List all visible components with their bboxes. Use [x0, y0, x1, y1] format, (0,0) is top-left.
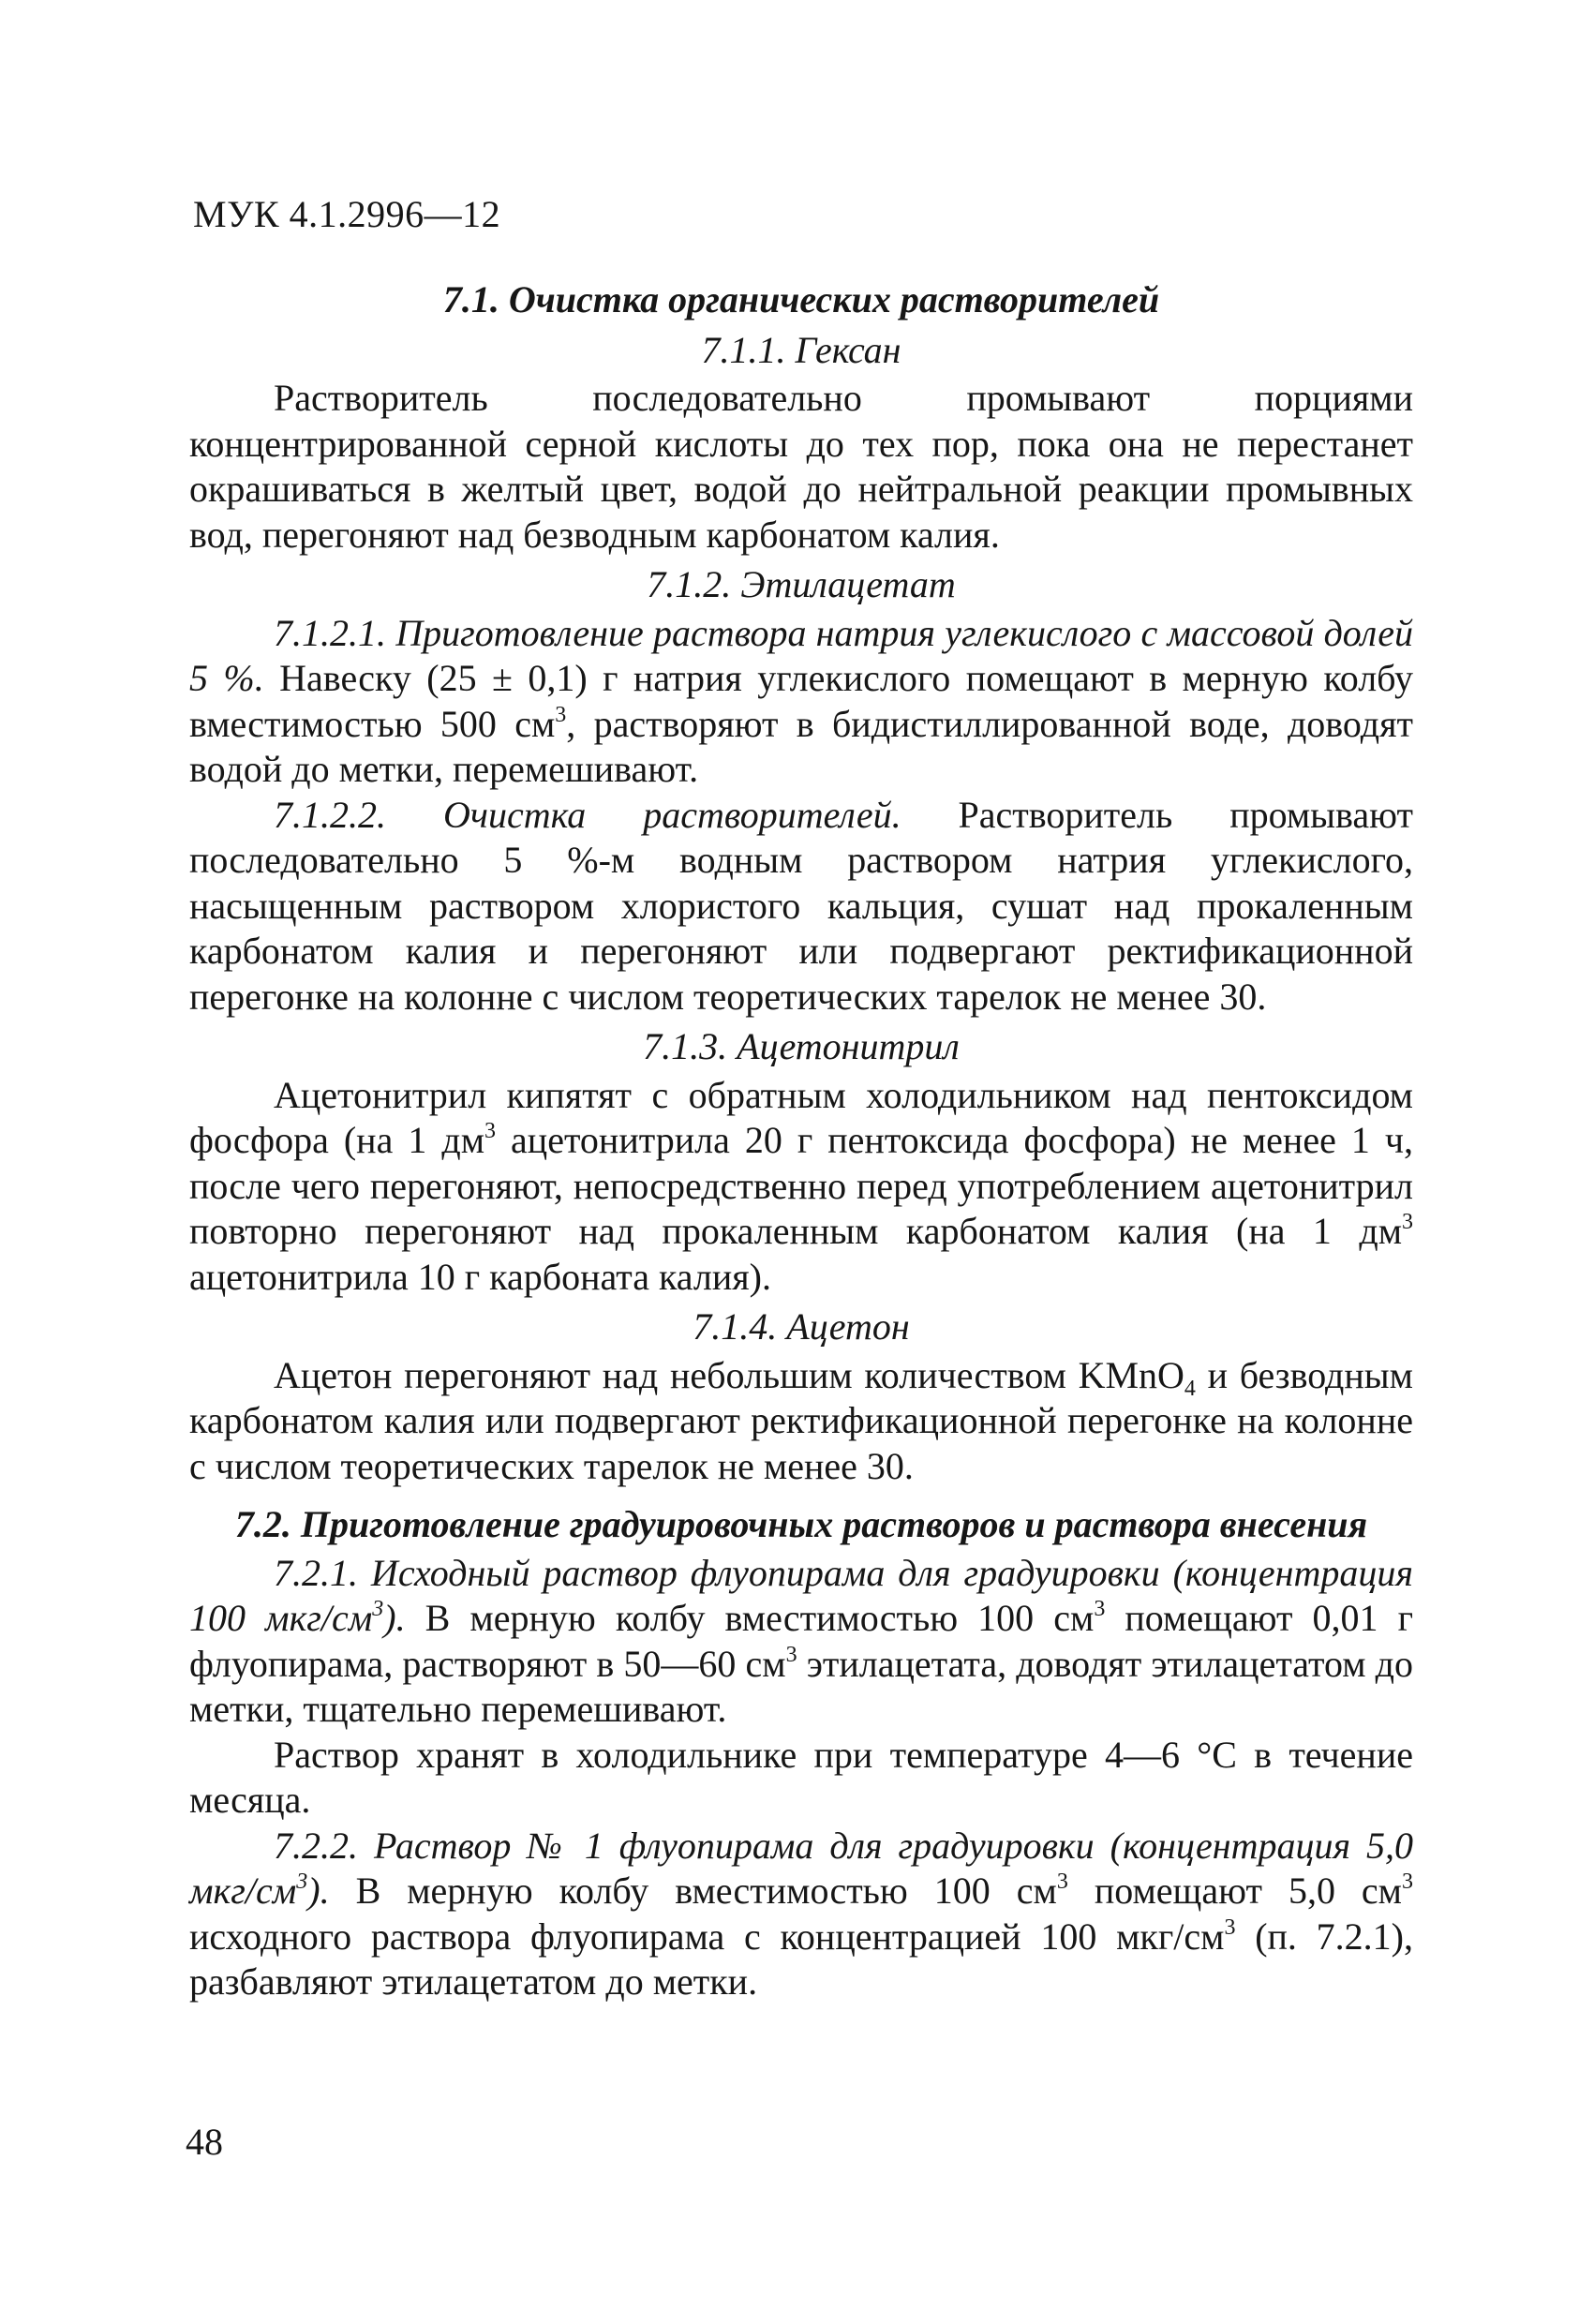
section-7-2-heading: 7.2. Приготовление градуировочных растворов и раствора внесения [234, 1503, 1368, 1545]
ethyl-acetate-p2-lead: 7.1.2.2. Очистка растворителей. [274, 793, 901, 836]
acetonitrile-text-b: ацетонитрила 20 г пентоксида фосфора) не менее 1 ч, после чего перегоняют, непосредственно перед употреблением ацетонитрил повторно перегоняют над прокаленным карбонатом калия (на 1 дм [189, 1119, 1413, 1252]
subsection-hexane-heading: 7.1.1. Гексан [701, 328, 901, 371]
page-number: 48 [186, 2121, 223, 2163]
superscript: 3 [1402, 1210, 1413, 1234]
subsection-acetonitrile-heading: 7.1.3. Ацетонитрил [643, 1025, 960, 1067]
solution-1-text-c: исходного раствора флуопирама с концентрацией 100 мкг/см [189, 1914, 1225, 1958]
hexane-paragraph: Растворитель последовательно промывают порциями концентрированной серной кислоты до тех пор, пока она не перестанет окрашиваться в желтый цвет, водой до нейтральной реакции промывных вод, перегоняют над безводным карбонатом калия. [189, 377, 1413, 556]
stock-solution-text-a: В мерную колбу вместимостью 100 см [405, 1597, 1095, 1639]
document-code: МУК 4.1.2996—12 [193, 193, 501, 235]
stock-solution-lead-close: ). [383, 1597, 406, 1639]
solution-1-text-b: помещают 5,0 см [1067, 1870, 1402, 1912]
stock-solution-paragraph [189, 1551, 1413, 1733]
subsection-ethyl-acetate-heading: 7.1.2. Этилацетат [647, 563, 956, 605]
superscript: 3 [1224, 1914, 1236, 1940]
acetonitrile-text-c: ацетонитрила 10 г карбоната калия). [189, 1255, 771, 1298]
ethyl-acetate-p2-text: Растворитель промывают последовательно 5 %-м водным раствором натрия углекислого, насыщенным раствором хлористого кальция, сушат над прокаленным карбонатом калия и перегоняют или подвергают ректификационной перегонке на колонне с числом теоретических тарелок не менее 30. [189, 793, 1413, 1018]
superscript: 3 [1094, 1597, 1106, 1621]
ethyl-acetate-paragraph-2 [189, 793, 1413, 1020]
solution-1-text-a: В мерную колбу вместимостью 100 см [329, 1870, 1057, 1912]
storage-paragraph: Раствор хранят в холодильнике при температуре 4—6 °С в течение месяца. [189, 1733, 1413, 1821]
ethyl-acetate-p1-text-b: , растворяют в бидистиллированной воде, доводят водой до метки, перемешивают. [189, 702, 1414, 790]
ethyl-acetate-paragraph-1 [189, 611, 1413, 793]
subsection-acetone-heading: 7.1.4. Ацетон [693, 1305, 910, 1348]
acetone-paragraph [189, 1353, 1413, 1490]
superscript: 3 [296, 1870, 308, 1894]
acetone-text-a: Ацетон перегоняют над небольшим количеством KMnO [274, 1353, 1184, 1396]
ethyl-acetate-p1-lead: 7.1.2.1. Приготовление раствора натрия углекислого с массовой долей 5 %. [189, 611, 1413, 699]
acetonitrile-paragraph [189, 1073, 1413, 1301]
stock-solution-text-c: этилацетата, доводят этилацетатом до метки, тщательно перемешивают. [189, 1642, 1413, 1730]
superscript: 3 [1056, 1870, 1068, 1894]
solution-1-lead-close: ). [307, 1870, 330, 1912]
document-body [189, 277, 1413, 2005]
superscript: 3 [372, 1597, 384, 1621]
superscript: 3 [484, 1119, 497, 1143]
section-7-1-heading: 7.1. Очистка органических растворителей [442, 278, 1160, 320]
superscript: 3 [555, 702, 567, 727]
acetonitrile-text-a: Ацетонитрил кипятят с обратным холодильником над пентоксидом фосфора (на 1 дм [189, 1073, 1413, 1161]
solution-1-paragraph [189, 1824, 1413, 2005]
superscript: 3 [785, 1642, 797, 1667]
subscript: 4 [1184, 1376, 1196, 1401]
stock-solution-lead-text: 7.2.1. Исходный раствор флуопирама для градуировки (концентрация 100 мкг/см [189, 1551, 1413, 1639]
solution-1-lead-text: 7.2.2. Раствор № 1 флуопирама для градуировки (концентрация 5,0 мкг/см [189, 1824, 1413, 1912]
superscript: 3 [1402, 1870, 1413, 1894]
stock-solution-text-b: помещают 0,01 г флуопирама, растворяют в 50—60 см [189, 1597, 1413, 1685]
ethyl-acetate-p1-text-a: Навеску (25 ± 0,1) г натрия углекислого помещают в мерную колбу вместимостью 500 см [189, 657, 1414, 745]
acetone-text-b: и безводным карбонатом калия или подвергают ректификационной перегонке на колонне с числом теоретических тарелок не менее 30. [189, 1353, 1413, 1487]
solution-1-text-d: (п. 7.2.1), разбавляют этилацетатом до метки. [189, 1914, 1413, 2003]
